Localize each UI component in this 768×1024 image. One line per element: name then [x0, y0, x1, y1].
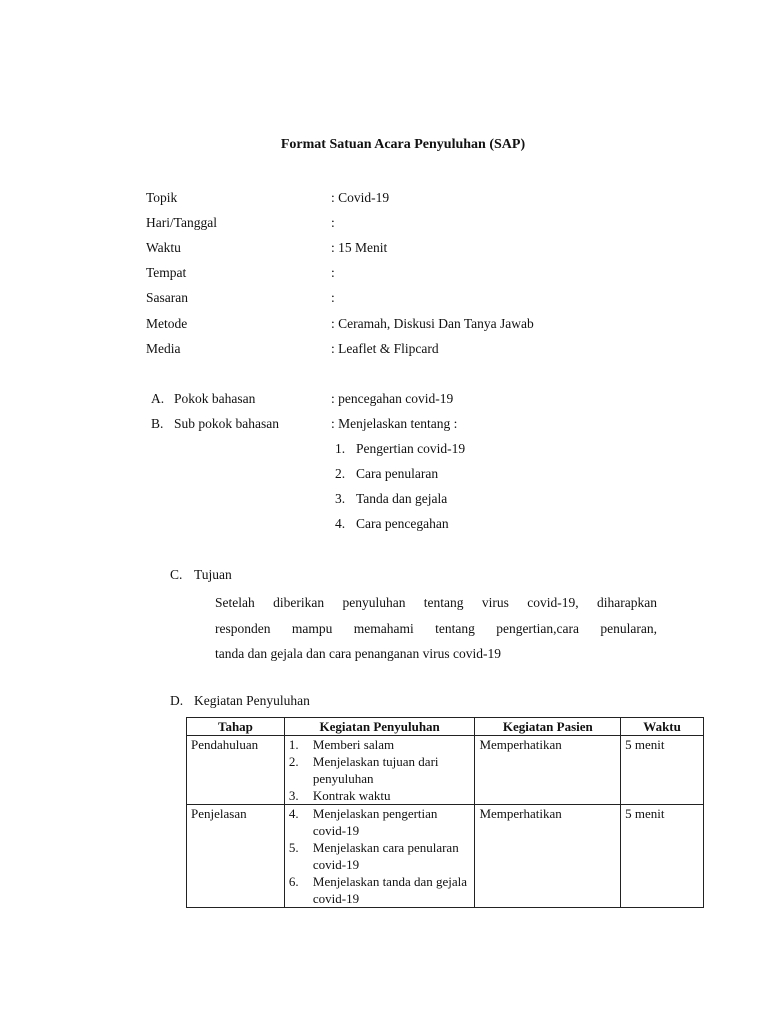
section-b-value: : Menjelaskan tentang : — [331, 416, 458, 431]
info-value-sasaran: : — [331, 290, 335, 305]
info-label-waktu: Waktu — [146, 240, 181, 255]
header-tahap: Tahap — [187, 718, 285, 736]
list-text: Menjelaskan tujuan dari penyuluhan — [312, 754, 439, 786]
info-label-hari-tanggal: Hari/Tanggal — [146, 215, 218, 230]
subtopic-item: Cara penularan — [356, 466, 439, 481]
list-item — [289, 787, 471, 804]
header-kegiatan-penyuluhan: Kegiatan Penyuluhan — [284, 718, 475, 736]
table-header-row — [187, 718, 704, 736]
list-item — [289, 805, 471, 839]
cell-waktu: 5 menit — [621, 805, 704, 908]
section-a-label: Pokok bahasan — [174, 391, 256, 406]
document-title: Format Satuan Acara Penyuluhan (SAP) — [280, 137, 526, 152]
objective-line: Setelah diberikan penyuluhan tentang virus covid-19, diharapkan — [215, 595, 657, 610]
subtopic-number: 2. — [335, 466, 346, 481]
info-label-media: Media — [146, 341, 181, 356]
info-value-tempat: : — [331, 265, 335, 280]
objective-line: tanda dan gejala dan cara penanganan virus covid-19 — [215, 646, 501, 661]
list-text: Menjelaskan tanda dan gejala covid-19 — [312, 874, 468, 906]
info-label-metode: Metode — [146, 316, 188, 331]
list-number: 5. — [288, 840, 299, 855]
cell-kegiatan — [284, 805, 475, 908]
info-label-sasaran: Sasaran — [146, 290, 188, 305]
activity-table — [186, 717, 704, 908]
list-item — [289, 753, 471, 787]
list-number: 4. — [288, 806, 299, 821]
list-item — [289, 873, 471, 907]
activity-list — [289, 805, 471, 907]
list-number: 3. — [288, 788, 299, 803]
info-value-waktu: : 15 Menit — [331, 240, 388, 255]
list-number: 6. — [288, 874, 299, 889]
section-c-letter: C. — [170, 567, 183, 582]
list-item — [289, 839, 471, 873]
list-item — [289, 736, 471, 753]
subtopic-item: Pengertian covid-19 — [356, 441, 466, 456]
list-number: 1. — [288, 737, 299, 752]
info-value-hari-tanggal: : — [331, 215, 335, 230]
list-text: Memberi salam — [312, 737, 395, 752]
info-value-topik: : Covid-19 — [331, 190, 390, 205]
header-kegiatan-pasien: Kegiatan Pasien — [475, 718, 621, 736]
subtopic-item: Cara pencegahan — [356, 516, 449, 531]
activity-list — [289, 736, 471, 804]
list-text: Menjelaskan pengertian covid-19 — [312, 806, 438, 838]
table-row — [187, 805, 704, 908]
cell-pasien: Memperhatikan — [475, 736, 621, 805]
section-b-label: Sub pokok bahasan — [174, 416, 279, 431]
section-a-value: : pencegahan covid-19 — [331, 391, 454, 406]
list-text: Kontrak waktu — [312, 788, 391, 803]
subtopic-number: 4. — [335, 516, 346, 531]
objective-line: responden mampu memahami tentang pengertian,cara penularan, — [215, 620, 657, 636]
section-d-label: Kegiatan Penyuluhan — [194, 693, 310, 708]
section-d-letter: D. — [170, 693, 184, 708]
info-value-metode: : Ceramah, Diskusi Dan Tanya Jawab — [331, 316, 534, 331]
section-b-letter: B. — [151, 416, 164, 431]
cell-tahap: Pendahuluan — [187, 736, 285, 805]
table-row — [187, 736, 704, 805]
subtopic-item: Tanda dan gejala — [356, 491, 448, 506]
info-label-topik: Topik — [146, 190, 178, 205]
cell-waktu: 5 menit — [621, 736, 704, 805]
cell-tahap: Penjelasan — [187, 805, 285, 908]
info-label-tempat: Tempat — [146, 265, 187, 280]
subtopic-number: 1. — [335, 441, 346, 456]
objective-paragraph — [215, 590, 657, 667]
list-text: Menjelaskan cara penularan covid-19 — [312, 840, 459, 872]
section-c-label: Tujuan — [194, 567, 232, 582]
subtopic-number: 3. — [335, 491, 346, 506]
section-a-letter: A. — [151, 391, 165, 406]
header-waktu: Waktu — [621, 718, 704, 736]
cell-pasien: Memperhatikan — [475, 805, 621, 908]
info-value-media: : Leaflet & Flipcard — [331, 341, 439, 356]
list-number: 2. — [288, 754, 299, 769]
cell-kegiatan — [284, 736, 475, 805]
